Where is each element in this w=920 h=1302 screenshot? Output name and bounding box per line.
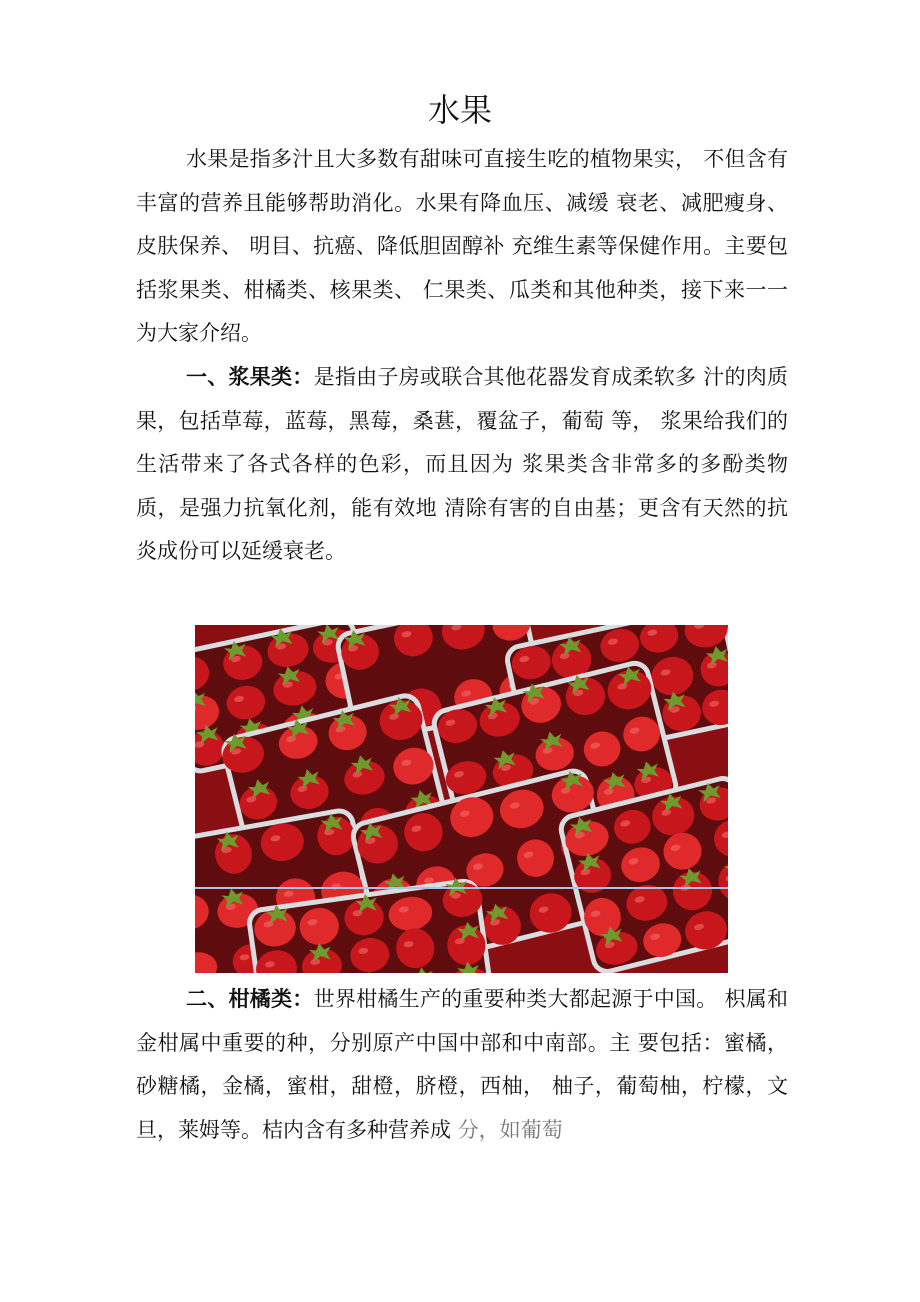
- section-citrus-body-faded: 分，如葡萄: [457, 1117, 563, 1142]
- section-citrus-body: 世界柑橘生产的重要种类大都起源于中国。 枳属和金柑属中重要的种，分别原产中国中部和中南部。主 要包括：蜜橘，砂糖橘，金橘，蜜柑，甜橙，脐橙，西柚， 柚子，葡萄柚，柠檬，文旦，莱姆等。桔内含有多种营养成: [136, 987, 788, 1142]
- document-title: 水果: [427, 91, 492, 129]
- section-berries: [136, 356, 788, 574]
- strawberry-illustration: [195, 625, 728, 973]
- section-berries-body: 是指由子房或联合其他花器发育成柔软多 汁的肉质果，包括草莓，蓝莓，黑莓，桑葚，覆盆子，葡萄 等， 浆果给我们的生活带来了各式各样的色彩，而且因为 浆果类含非常多的多酚类物质，是强力抗氧化剂，能有效地 清除有害的自由基；更含有天然的抗炎成份可以延缓衰老。: [136, 365, 788, 563]
- section-citrus-heading: 二、柑橘类：: [186, 987, 314, 1011]
- strawberry-photo: [195, 625, 728, 973]
- section-citrus: [136, 978, 788, 1152]
- intro-paragraph: 水果是指多汁且大多数有甜味可直接生吃的植物果实， 不但含有丰富的营养且能够帮助消化。水果有降血压、减缓 衰老、减肥瘦身、皮肤保养、 明目、抗癌、降低胆固醇补 充维生素等保健作用。主要包括浆果类、柑橘类、核果类、 仁果类、瓜类和其他种类，接下来一一为大家介绍。: [136, 147, 788, 345]
- section-berries-heading: 一、浆果类：: [186, 365, 314, 389]
